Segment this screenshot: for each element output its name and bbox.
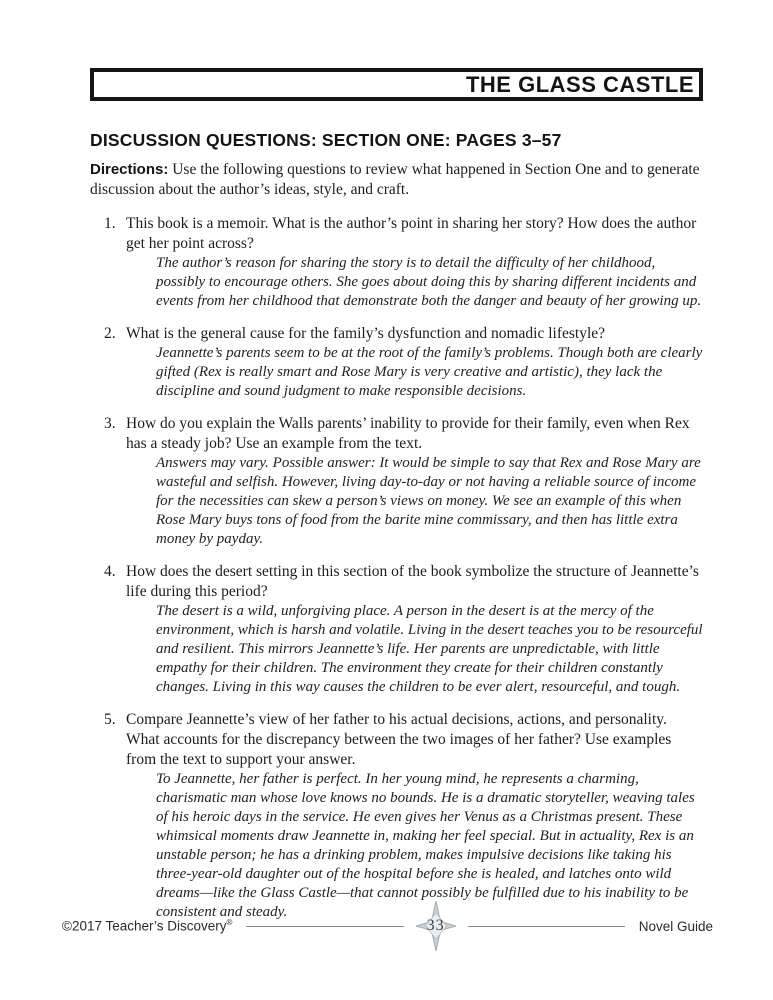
question-number: 3. — [104, 415, 116, 432]
registered-mark: ® — [226, 918, 233, 928]
question-text: What is the general cause for the family’s dysfunction and nomadic lifestyle? — [126, 325, 606, 342]
guide-label: Novel Guide — [638, 918, 714, 934]
directions-paragraph — [90, 160, 703, 200]
question-number: 5. — [104, 711, 116, 728]
question-item-2 — [104, 324, 703, 401]
footer-rule-right — [468, 926, 625, 927]
question-list — [90, 214, 703, 922]
book-title: THE GLASS CASTLE — [465, 71, 694, 97]
question-body — [126, 710, 703, 922]
question-body — [126, 414, 703, 549]
question-number: 2. — [104, 325, 116, 342]
question-number: 1. — [104, 215, 116, 232]
question-item-5 — [104, 710, 703, 922]
footer-rule-left — [246, 926, 403, 927]
answer-text: The author’s reason for sharing the story is to detail the difficulty of her childhood, possibly to encourage others. She goes about doing this by sharing different incidents and events from her childhood that demonstrate both the danger and beauty of her growing up. — [156, 255, 702, 309]
question-item-3 — [104, 414, 703, 549]
page-number-ornament — [416, 901, 456, 951]
question-item-1 — [104, 214, 703, 311]
copyright-text — [62, 918, 232, 934]
directions-label: Directions: — [90, 161, 169, 178]
directions-text: Use the following questions to review what happened in Section One and to generate discussion about the author’s ideas, style, and craft. — [90, 161, 700, 198]
answer-text: To Jeannette, her father is perfect. In her young mind, he represents a charming, charismatic man whose love knows no bounds. He is a dramatic storyteller, weaving tales of his heroic days in the service. He even gives her Venus as a Christmas present. These whimsical moments draw Jeannette in, making her feel special. But in actuality, Rex is an unstable person; he has a drinking problem, makes impulsive decisions like taking his three-year-old daughter out of the hospital before she is healed, and latches onto wild dreams—like the Glass Castle—that cannot possibly be fulfilled due to his inability to be consistent and steady. — [156, 771, 695, 920]
answer-text: The desert is a wild, unforgiving place. A person in the desert is at the mercy of the environment, which is harsh and volatile. Living in the desert teaches you to be resourceful and resilient. This mirrors Jeannette’s life. Her parents are unpredictable, with little empathy for their children. The environment they create for their children constantly changes. Living in this way causes the children to be ever alert, resourceful, and tough. — [156, 603, 703, 695]
question-text: How does the desert setting in this section of the book symbolize the structure of Jeannette’s life during this period? — [126, 563, 699, 600]
question-text: This book is a memoir. What is the author’s point in sharing her story? How does the author get her point across? — [126, 215, 697, 252]
page-number: 33 — [426, 917, 445, 934]
question-number: 4. — [104, 563, 116, 580]
question-body — [126, 562, 703, 697]
question-body — [126, 214, 703, 311]
question-text: Compare Jeannette’s view of her father to his actual decisions, actions, and personality. What accounts for the discrepancy between the two images of her father? Use examples from the text to support your answer. — [126, 711, 672, 768]
section-heading: DISCUSSION QUESTIONS: SECTION ONE: PAGES 3–57 — [90, 130, 562, 150]
question-text: How do you explain the Walls parents’ inability to provide for their family, even when Rex has a steady job? Use an example from the text. — [126, 415, 690, 452]
copyright-main: ©2017 Teacher’s Discovery — [62, 918, 227, 934]
question-body — [126, 324, 703, 401]
page-content — [90, 68, 703, 935]
question-item-4 — [104, 562, 703, 697]
book-title-banner — [90, 68, 703, 101]
answer-text: Jeannette’s parents seem to be at the root of the family’s problems. Though both are clearly gifted (Rex is really smart and Rose Mary is very creative and artistic), they lack the discipline and sound judgment to make responsible decisions. — [156, 345, 703, 399]
page-footer — [62, 901, 713, 951]
answer-text: Answers may vary. Possible answer: It would be simple to say that Rex and Rose Mary are wasteful and selfish. However, living day-to-day or not having a reliable source of income for the necessities can skew a person’s views on money. We see an example of this when Rose Mary buys tons of food from the barite mine commissary, and then has little extra money by payday. — [156, 455, 701, 547]
